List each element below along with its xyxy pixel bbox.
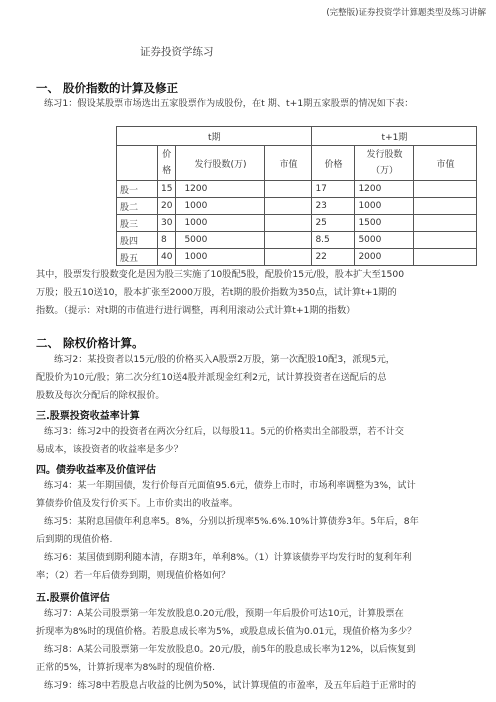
table-row: 股三 30 1000 25 1500 <box>117 215 477 232</box>
exercise-2-text: 股数及每次分配后的除权报价。 <box>36 390 165 401</box>
exercise-7-text: 折现率为8%时的现值价格。若股息成长率为5%，或股息成长值为0.01元，现值价格为多少？ <box>36 626 417 637</box>
col-value2: 市值 <box>414 146 477 181</box>
exercise-5-text: 后到期的现值价格. <box>36 534 113 545</box>
document-title: 证券投资学练习 <box>140 46 214 58</box>
table-row: 股四 8 5000 8.5 5000 <box>117 232 477 249</box>
exercise-4-text: 算债券价值及发行价买下。上市价卖出的收益率。 <box>36 498 239 509</box>
col-value: 市值 <box>265 146 312 181</box>
exercise-3-text: 易成本，该投资者的收益率是多少？ <box>36 444 183 455</box>
exercise-1-text: 指数。（提示：对t期的市值进行进行调整，再利用滚动公式计算t+1期的指数） <box>36 305 356 316</box>
table-row: 股一 15 1200 17 1200 <box>117 181 477 198</box>
section-5-title: 五.股票价值评估 <box>36 593 110 604</box>
table-row: 股五 40 1000 22 2000 <box>117 249 477 266</box>
exercise-4-text: 练习4：某一年期国债，发行价每百元面值95.6元，债券上市时，市场利率调整为3%，试计 <box>44 480 416 491</box>
col-price2: 价格 <box>312 146 355 181</box>
section-3-title: 三.股票投资收益率计算 <box>36 411 140 422</box>
exercise-1-text: 万股；股五10送10，股本扩张至2000万股，若t期的股价指数为350点，试计算t+1期的 <box>36 287 397 298</box>
page-header: (完整版)证券投资学计算题类型及练习讲解 <box>326 8 486 18</box>
col-price: 价格 <box>158 146 176 181</box>
table-column-header <box>117 146 477 181</box>
exercise-1-intro: 练习1：假设某股票市场选出五家股票作为成股份，在t 期、t+1期五家股票的情况如下表： <box>44 98 414 109</box>
exercise-2-text: 练习2：某投资者以15元/股的价格买入A股票2万股，第一次配股10配3，派现5元， <box>54 354 395 365</box>
exercise-8-text: 练习8：A某公司股票第一年发放股息0。20元/股，前5年的股息成长率为12%，以后恢复到 <box>44 644 416 655</box>
col-shares: 发行股数(万) <box>176 146 265 181</box>
col-shares2: 发行股数（万） <box>355 146 414 181</box>
table-row: 股二 20 1000 23 1000 <box>117 198 477 215</box>
section-4-title: 四。债券收益率及价值评估 <box>36 465 156 476</box>
exercise-1-text: 其中，股票发行股数变化是因为股三实施了10股配5股，配股价15元/股，股本扩大至1500 <box>36 269 405 280</box>
section-2-title: 二、 除权价格计算。 <box>36 336 144 350</box>
exercise-5-text: 练习5：某附息国债年利息率5。8%，分别以折现率5%.6%.10%计算债券3年。5年后，8年 <box>44 516 419 527</box>
group-t: t期 <box>117 127 312 146</box>
exercise-9-text: 练习9：练习8中若股息占收益的比例为50%，试计算现值的市盈率，及五年后趋于正常时的 <box>44 680 417 691</box>
exercise-7-text: 练习7：A某公司股票第一年发放股息0.20元/股，预期一年后股价可达10元，计算股票在 <box>44 608 404 619</box>
stock-table <box>116 126 477 266</box>
table-group-header <box>117 127 477 146</box>
group-t1: t+1期 <box>312 127 477 146</box>
exercise-2-text: 配股价为10元/股；第二次分红10送4股并派现金红利2元，试计算投资者在送配后的总 <box>36 372 387 383</box>
exercise-6-text: 率；（2）若一年后债券到期，则现值价格如何？ <box>36 570 231 581</box>
exercise-8-text: 正常的5%，计算折现率为8%时的现值价格. <box>36 662 216 673</box>
exercise-6-text: 练习6：某国债到期利随本清，存期3年，单利8%。（1）计算该债券平均发行时的复利年利 <box>44 552 412 563</box>
section-1-title: 一、 股价指数的计算及修正 <box>36 81 179 95</box>
exercise-3-text: 练习3：练习2中的投资者在两次分红后，以每股11。5元的价格卖出全部股票，若不计交 <box>44 426 404 437</box>
